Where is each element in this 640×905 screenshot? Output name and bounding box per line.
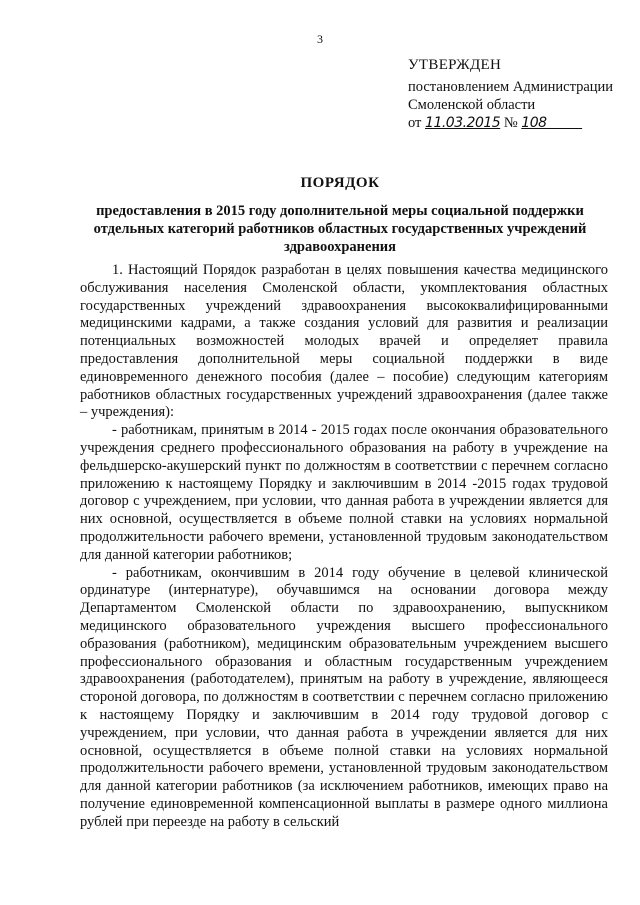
paragraph: - работникам, принятым в 2014 - 2015 годах после окончания образовательного учреждения среднего профессионального образования на работу в учреждение на фельдшерско-акушерский пункт по должностям в соответствии с перечнем согласно приложению к настоящему Порядку и заключившим в 2014 -2015 годах трудовой договор с учреждением, при условии, что данная работа в учреждении является для них основной, осуществляется в объеме полной ставки на условиях нормальной продолжительности рабочего времени, установленной трудовым законодательством для данной категории работников; (80, 422, 608, 563)
approval-line-1: постановлением Администрации (408, 79, 614, 95)
page-number: 3 (317, 32, 323, 46)
approval-heading: УТВЕРЖДЕН (408, 57, 502, 73)
document-body (80, 262, 608, 832)
paragraph: - работникам, окончившим в 2014 году обучение в целевой клинической ординатуре (интернатуре), обучавшимся на основании договора между Департаментом Смоленской области по здравоохранению, выпускником медицинского образовательного учреждения высшего профессионального образования (работником), медицинским образовательным учреждением высшего профессионального образования и областным государственным учреждением здравоохранения (работодателем), принятым на работу в учреждение, являющееся стороной договора, по должностям в соответствии с перечнем согласно приложению к настоящему Порядку и заключившим в 2014 году трудовой договор с учреждением, при условии, что данная работа в учреждении является для них основной, осуществляется в объеме полной ставки на условиях нормальной продолжительности рабочего времени, установленной трудовым законодательством для данной категории работников (за исключением работников, имеющих право на получение единовременной компенсационной выплаты в размере одного миллиона рублей при переезде на работу в сельский (80, 564, 608, 830)
number-prefix: № (503, 115, 518, 131)
document-title: ПОРЯДОК (300, 175, 380, 191)
approval-date-line (408, 114, 628, 132)
approval-line-2: Смоленской области (408, 97, 536, 113)
date-prefix: от (408, 115, 422, 131)
approval-date: 11.03.2015 (425, 115, 501, 131)
paragraph: 1. Настоящий Порядок разработан в целях повышения качества медицинского обслуживания населения Смоленской области, укомплектования областных государственных учреждений здравоохранения высококвалифицированными медицинскими кадрами, а также создания условий для развития и реализации потенциальных возможностей молодых врачей и определяет правила предоставления дополнительной меры социальной поддержки в виде единовременного денежного пособия (далее – пособие) следующим категориям работников областных государственных учреждений здравоохранения (далее также – учреждения): (80, 262, 608, 421)
document-title-block (60, 175, 620, 256)
document-subtitle: предоставления в 2015 году дополнительной меры социальной поддержки отдельных категорий работников областных государственных учреждений здравоохранения (93, 203, 587, 255)
approval-stamp (408, 56, 628, 132)
approval-number: 108 (521, 115, 547, 131)
